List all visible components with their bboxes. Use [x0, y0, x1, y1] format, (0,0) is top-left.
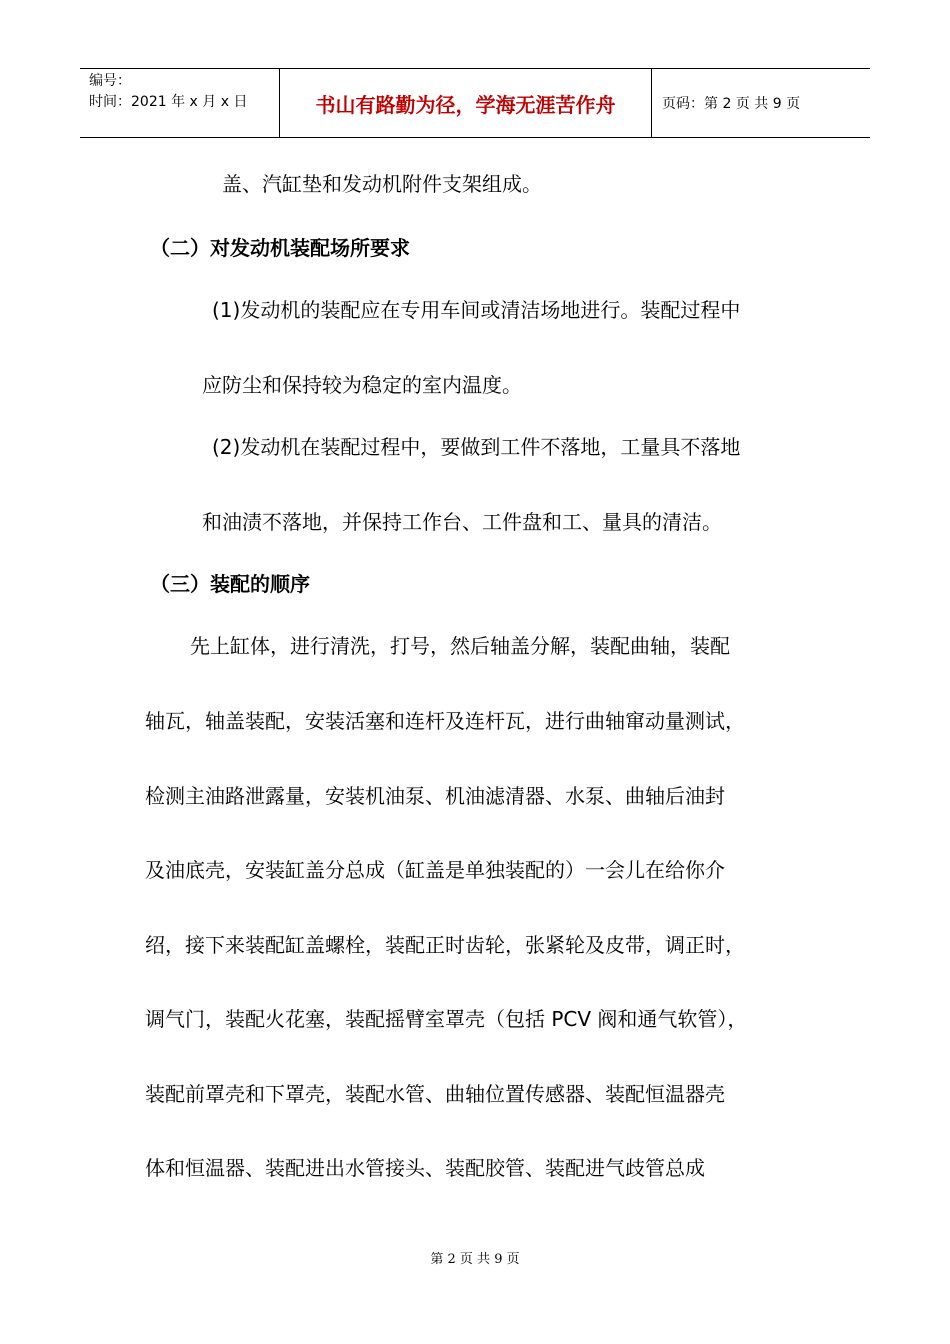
section-heading-3: （三）装配的顺序 [150, 572, 310, 596]
page-footer: 第 2 页 共 9 页 [430, 1252, 520, 1267]
header-meta-cell [80, 69, 280, 137]
sequence-line-4: 及油底壳，安装缸盖分总成（缸盖是单独装配的）一会儿在给你介 [145, 858, 725, 882]
sequence-line-2: 轴瓦，轴盖装配，安装活塞和连杆及连杆瓦，进行曲轴窜动量测试， [145, 709, 745, 733]
requirement-2-line-2: 和油渍不落地，并保持工作台、工件盘和工、量具的清洁。 [202, 510, 722, 534]
requirement-1-line-1: (1)发动机的装配应在专用车间或清洁场地进行。装配过程中 [212, 298, 741, 322]
sequence-line-8: 体和恒温器、装配进出水管接头、装配胶管、装配进气歧管总成 [145, 1156, 705, 1180]
document-header [80, 68, 870, 138]
sequence-line-5: 绍，接下来装配缸盖螺栓，装配正时齿轮，张紧轮及皮带，调正时， [145, 933, 745, 957]
sequence-line-3: 检测主油路泄露量，安装机油泵、机油滤清器、水泵、曲轴后油封 [145, 784, 725, 808]
header-motto: 书山有路勤为径，学海无涯苦作舟 [280, 69, 652, 137]
header-page-info: 页码：第 2 页 共 9 页 [662, 96, 801, 112]
sequence-line-6: 调气门，装配火花塞，装配摇臂室罩壳（包括 PCV 阀和通气软管）， [145, 1007, 748, 1031]
date-label: 时间：2021 年 x 月 x 日 [89, 94, 248, 110]
sequence-line-7: 装配前罩壳和下罩壳，装配水管、曲轴位置传感器、装配恒温器壳 [145, 1082, 725, 1106]
requirement-2-line-1: (2)发动机在装配过程中，要做到工件不落地，工量具不落地 [212, 435, 741, 459]
requirement-1-line-2: 应防尘和保持较为稳定的室内温度。 [202, 373, 522, 397]
number-label: 编号： [89, 73, 131, 89]
section-heading-2: （二）对发动机装配场所要求 [150, 236, 410, 260]
body-line-1: 盖、汽缸垫和发动机附件支架组成。 [222, 172, 542, 196]
sequence-line-1: 先上缸体，进行清洗，打号，然后轴盖分解，装配曲轴，装配 [190, 634, 730, 658]
